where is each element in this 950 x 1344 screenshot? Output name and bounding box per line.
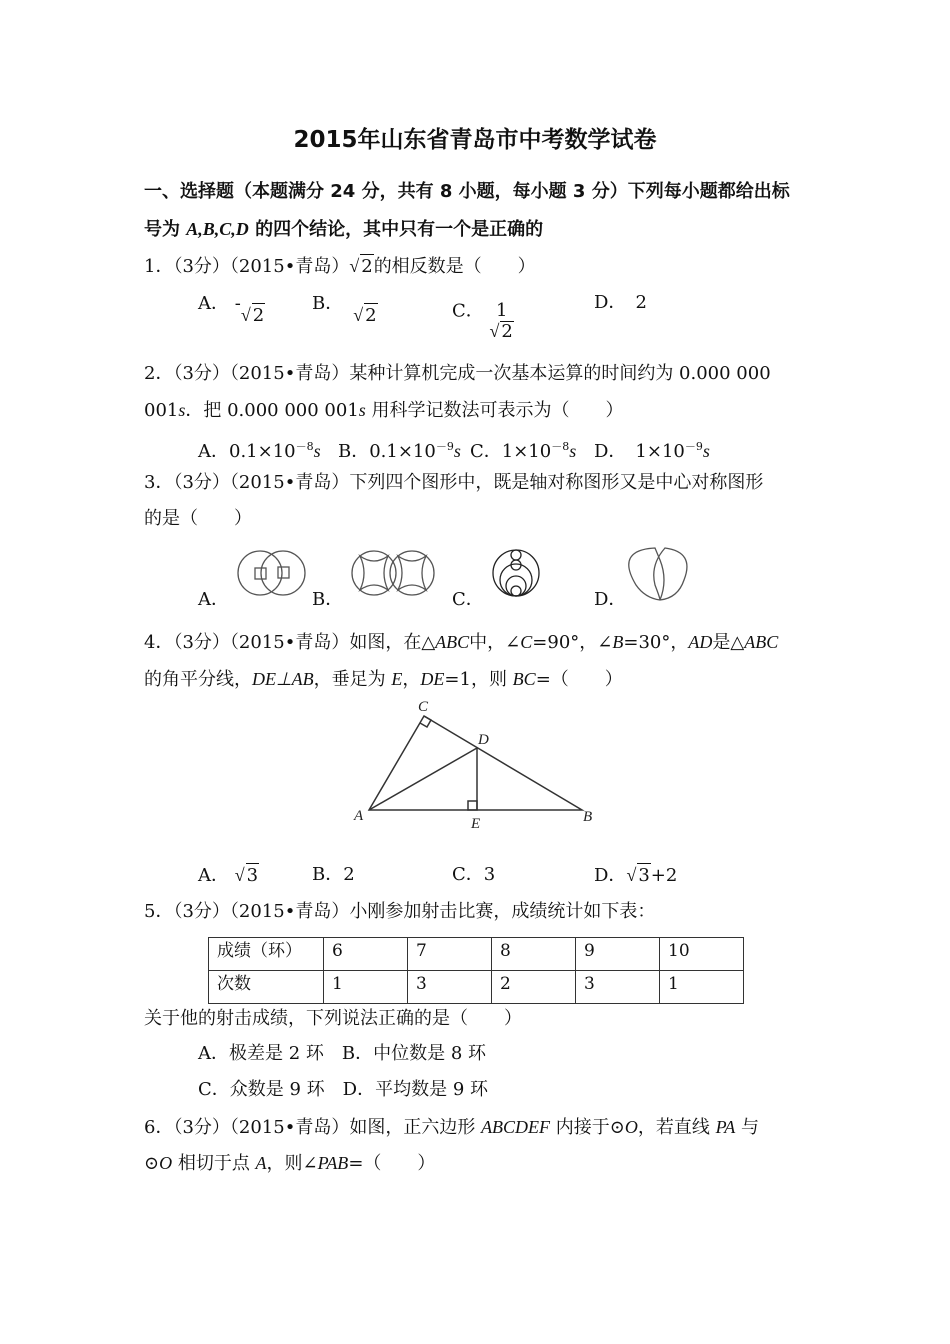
text: C．1×10	[470, 441, 552, 462]
right-angle-e	[468, 801, 477, 810]
q3-option-c-label: C．	[452, 589, 484, 610]
text: s	[313, 441, 321, 461]
text: 1．（3分）（2015•青岛）	[144, 256, 350, 277]
table-cell: 1	[660, 971, 744, 1004]
q4-triangle-figure	[340, 690, 610, 840]
section-heading-line1: 一、选择题（本题满分 24 分，共有 8 小题，每小题 3 分）下列每小题都给出标	[144, 181, 790, 202]
label-a: A	[354, 808, 364, 824]
text: B．	[312, 293, 344, 314]
text: A	[255, 1153, 267, 1173]
table-cell: 9	[576, 938, 660, 971]
q3-option-d-label: D．	[594, 589, 627, 610]
table-cell: 次数	[209, 971, 324, 1004]
text: 1	[495, 300, 508, 321]
text: s	[702, 441, 710, 461]
text: 的四个结论，其中只有一个是正确的	[248, 219, 544, 240]
q4-option-a: A． √ 3	[198, 865, 259, 886]
q5-options-cd: C．众数是 9 环 D．平均数是 9 环	[198, 1079, 488, 1100]
q4-option-c: C．3	[452, 864, 496, 885]
q1-option-a: A． -√ 2	[198, 293, 265, 326]
q2-option-b	[338, 435, 461, 464]
text: s	[453, 441, 461, 461]
label-c: C	[418, 699, 429, 715]
text: 相切于点	[172, 1153, 256, 1174]
text: 2	[365, 305, 377, 326]
text: C．	[452, 300, 484, 322]
text: 中，∠	[469, 632, 521, 653]
text: 内接于⊙	[550, 1117, 625, 1138]
table-cell: 2	[492, 971, 576, 1004]
text: 号为	[144, 219, 187, 240]
text: 2	[361, 256, 373, 277]
table-cell: 3	[576, 971, 660, 1004]
text: 是△	[712, 632, 745, 653]
text: PA	[715, 1117, 736, 1137]
text: =30°，	[623, 632, 689, 653]
text: －9	[684, 440, 703, 453]
text: ．把 0.000 000 001	[185, 400, 359, 421]
text: 6．（3分）（2015•青岛）如图，正六边形	[144, 1117, 482, 1138]
text: 的角平分线，	[144, 669, 252, 690]
figure-b-double-circle	[352, 551, 434, 595]
text: A．	[198, 293, 229, 314]
text: AD	[688, 632, 713, 652]
text: 2	[635, 292, 647, 313]
text: =（ ）	[535, 669, 623, 690]
text: E	[391, 669, 403, 689]
text: +2	[650, 865, 678, 886]
text: -	[234, 293, 241, 314]
text: D． 1×10	[594, 441, 685, 462]
label-b: B	[583, 809, 593, 825]
q2-option-a	[198, 435, 321, 464]
q5-options-ab: A．极差是 2 环 B．中位数是 8 环	[198, 1043, 487, 1064]
text: 的相反数是（ ）	[373, 256, 536, 277]
q4-option-b: B．2	[312, 864, 355, 885]
text: B．0.1×10	[338, 441, 436, 462]
text: PAB	[317, 1153, 349, 1173]
text: B	[612, 632, 624, 652]
question-4-line1	[144, 630, 778, 655]
text: =（ ）	[348, 1153, 436, 1174]
figure-a-coins	[238, 551, 305, 595]
text: ABC	[435, 632, 470, 652]
text: 2	[501, 321, 513, 342]
text: ⊙	[144, 1153, 160, 1174]
text: ABC	[744, 632, 779, 652]
text: 3	[638, 865, 650, 886]
q2-option-c	[470, 435, 576, 464]
text: D．	[594, 292, 618, 313]
table-cell: 1	[324, 971, 408, 1004]
text: =1，则	[444, 669, 513, 690]
q2-option-d	[594, 435, 710, 464]
text: s	[178, 400, 186, 420]
question-6-line1	[144, 1115, 759, 1140]
text: DE	[420, 669, 445, 689]
question-6-line2	[144, 1151, 435, 1176]
text: 用科学记数法可表示为（ ）	[365, 400, 624, 421]
text: 3	[246, 865, 259, 886]
q1-option-c: C． 1 √ 2	[452, 300, 513, 342]
text: 4．（3分）（2015•青岛）如图，在△	[144, 632, 436, 653]
text: O	[624, 1117, 638, 1137]
text: 与	[735, 1117, 760, 1138]
sqrt-symbol: √	[349, 256, 360, 276]
figure-d-overlapping-arcs	[629, 548, 687, 600]
text: s	[569, 441, 577, 461]
text: D．	[594, 865, 627, 886]
text: 001	[144, 400, 179, 421]
question-3-line1: 3．（3分）（2015•青岛）下列四个图形中，既是轴对称图形又是中心对称图形	[144, 472, 764, 493]
text: ，	[402, 669, 421, 690]
table-cell: 8	[492, 938, 576, 971]
text: －8	[295, 440, 314, 453]
label-d: D	[478, 732, 489, 748]
text: A．0.1×10	[198, 441, 296, 462]
text: BC	[512, 669, 536, 689]
text: ，若直线	[637, 1117, 716, 1138]
q4-option-d: D．√ 3+2	[594, 865, 678, 886]
text: A．	[198, 865, 229, 886]
text: s	[358, 400, 366, 420]
table-cell: 成绩（环）	[209, 938, 324, 971]
label-e: E	[471, 816, 481, 832]
question-2-line2	[144, 398, 624, 423]
q3-figures	[190, 540, 710, 610]
question-4-line2	[144, 667, 623, 692]
question-3-line2: 的是（ ）	[144, 508, 252, 529]
triangle-abc	[369, 716, 582, 810]
table-row	[209, 971, 744, 1004]
question-2-line1: 2．（3分）（2015•青岛）某种计算机完成一次基本运算的时间约为 0.000 000	[144, 363, 771, 384]
question-5-stem: 5．（3分）（2015•青岛）小刚参加射击比赛，成绩统计如下表：	[144, 901, 656, 922]
text: ABCDEF	[481, 1117, 551, 1137]
text: C	[520, 632, 533, 652]
text: O	[159, 1153, 173, 1173]
text: ，则∠	[266, 1153, 318, 1174]
text: A,B,C,D	[186, 219, 249, 239]
question-1-stem	[144, 254, 536, 279]
segment-ad	[369, 748, 477, 810]
q1-option-d	[594, 291, 647, 315]
figure-c-nested-circles	[493, 550, 539, 596]
text: －9	[435, 440, 454, 453]
section-heading-line2	[144, 217, 543, 242]
q3-option-b-label: B．	[312, 589, 344, 610]
table-cell: 6	[324, 938, 408, 971]
q1-option-b: B．√ 2	[312, 293, 377, 326]
table-cell: 3	[408, 971, 492, 1004]
text: DE⊥AB	[252, 669, 314, 689]
table-cell: 10	[660, 938, 744, 971]
text: －8	[551, 440, 570, 453]
score-table	[208, 937, 744, 1004]
question-5-prompt: 关于他的射击成绩，下列说法正确的是（ ）	[144, 1008, 522, 1029]
page-title: 2015年山东省青岛市中考数学试卷	[293, 127, 657, 153]
text: =90°，∠	[532, 632, 613, 653]
text: 2	[252, 305, 265, 326]
text: ，垂足为	[313, 669, 392, 690]
q3-option-a-label: A．	[198, 589, 229, 610]
table-cell: 7	[408, 938, 492, 971]
table-row	[209, 938, 744, 971]
